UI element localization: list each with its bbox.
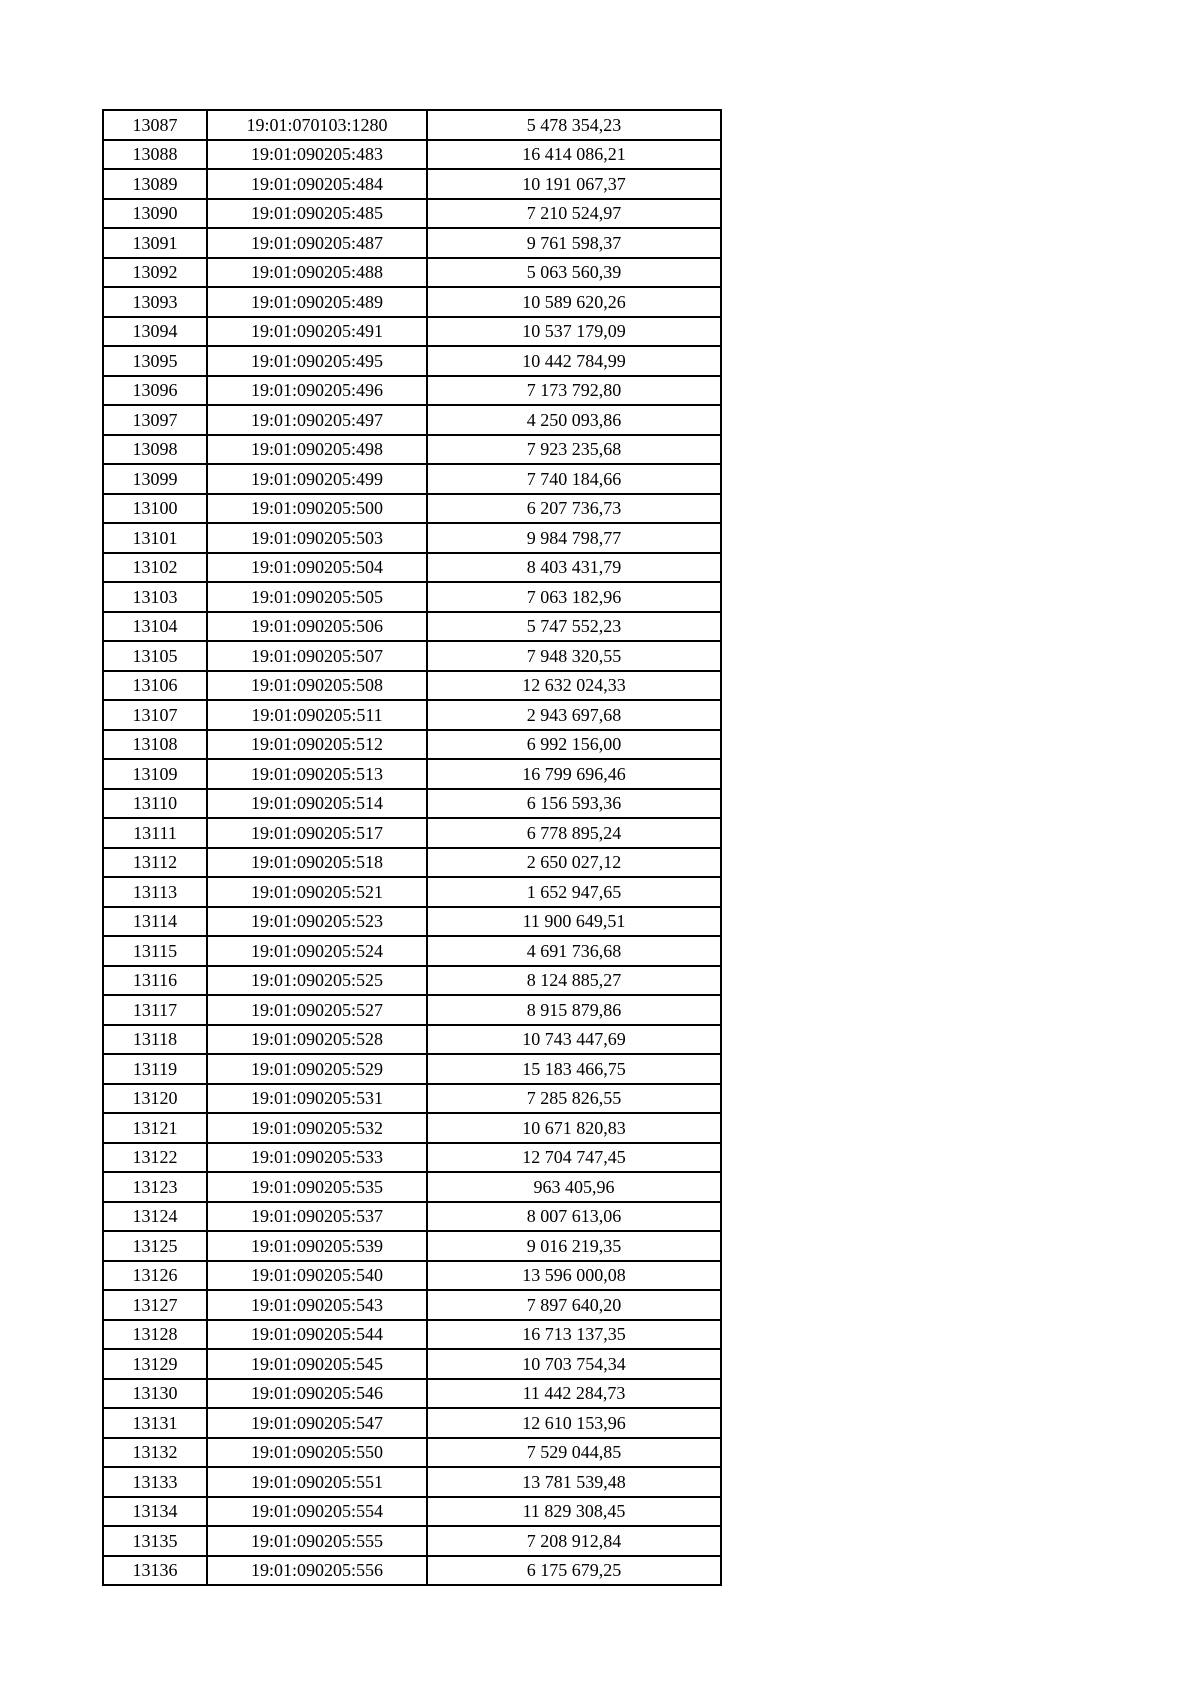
row-number-cell: 13131 <box>103 1408 207 1438</box>
cadastral-number-cell: 19:01:090205:540 <box>207 1261 427 1291</box>
cadastral-number-cell: 19:01:090205:527 <box>207 995 427 1025</box>
value-cell: 12 632 024,33 <box>427 671 721 701</box>
table-row <box>103 582 721 612</box>
row-number-cell: 13112 <box>103 848 207 878</box>
table-row <box>103 1054 721 1084</box>
table-row <box>103 1556 721 1586</box>
row-number-cell: 13120 <box>103 1084 207 1114</box>
value-cell: 12 610 153,96 <box>427 1408 721 1438</box>
table-row <box>103 1497 721 1527</box>
row-number-cell: 13121 <box>103 1113 207 1143</box>
data-table <box>102 109 722 1586</box>
cadastral-number-cell: 19:01:090205:554 <box>207 1497 427 1527</box>
table-row <box>103 877 721 907</box>
value-cell: 4 691 736,68 <box>427 936 721 966</box>
table-row <box>103 523 721 553</box>
row-number-cell: 13099 <box>103 464 207 494</box>
table-row <box>103 228 721 258</box>
cadastral-number-cell: 19:01:090205:531 <box>207 1084 427 1114</box>
table-row <box>103 140 721 170</box>
cadastral-number-cell: 19:01:090205:518 <box>207 848 427 878</box>
cadastral-number-cell: 19:01:090205:546 <box>207 1379 427 1409</box>
row-number-cell: 13125 <box>103 1231 207 1261</box>
table-row <box>103 700 721 730</box>
table-row <box>103 405 721 435</box>
cadastral-number-cell: 19:01:090205:523 <box>207 907 427 937</box>
table-row <box>103 995 721 1025</box>
table-row <box>103 1379 721 1409</box>
value-cell: 10 743 447,69 <box>427 1025 721 1055</box>
table-row <box>103 287 721 317</box>
value-cell: 9 016 219,35 <box>427 1231 721 1261</box>
cadastral-number-cell: 19:01:090205:489 <box>207 287 427 317</box>
value-cell: 15 183 466,75 <box>427 1054 721 1084</box>
cadastral-number-cell: 19:01:090205:512 <box>207 730 427 760</box>
value-cell: 7 210 524,97 <box>427 199 721 229</box>
value-cell: 10 537 179,09 <box>427 317 721 347</box>
value-cell: 963 405,96 <box>427 1172 721 1202</box>
row-number-cell: 13130 <box>103 1379 207 1409</box>
table-row <box>103 435 721 465</box>
row-number-cell: 13109 <box>103 759 207 789</box>
table-row <box>103 376 721 406</box>
row-number-cell: 13136 <box>103 1556 207 1586</box>
value-cell: 6 175 679,25 <box>427 1556 721 1586</box>
cadastral-number-cell: 19:01:090205:507 <box>207 641 427 671</box>
table-row <box>103 966 721 996</box>
row-number-cell: 13103 <box>103 582 207 612</box>
cadastral-number-cell: 19:01:090205:485 <box>207 199 427 229</box>
value-cell: 16 799 696,46 <box>427 759 721 789</box>
cadastral-number-cell: 19:01:090205:506 <box>207 612 427 642</box>
table-row <box>103 759 721 789</box>
row-number-cell: 13116 <box>103 966 207 996</box>
cadastral-number-cell: 19:01:090205:499 <box>207 464 427 494</box>
value-cell: 16 414 086,21 <box>427 140 721 170</box>
cadastral-number-cell: 19:01:090205:550 <box>207 1438 427 1468</box>
value-cell: 13 781 539,48 <box>427 1467 721 1497</box>
row-number-cell: 13111 <box>103 818 207 848</box>
cadastral-number-cell: 19:01:090205:497 <box>207 405 427 435</box>
value-cell: 6 156 593,36 <box>427 789 721 819</box>
cadastral-number-cell: 19:01:090205:544 <box>207 1320 427 1350</box>
row-number-cell: 13126 <box>103 1261 207 1291</box>
table-row <box>103 1320 721 1350</box>
table-row <box>103 789 721 819</box>
value-cell: 6 992 156,00 <box>427 730 721 760</box>
cadastral-number-cell: 19:01:090205:498 <box>207 435 427 465</box>
row-number-cell: 13135 <box>103 1526 207 1556</box>
cadastral-number-cell: 19:01:090205:551 <box>207 1467 427 1497</box>
row-number-cell: 13113 <box>103 877 207 907</box>
row-number-cell: 13105 <box>103 641 207 671</box>
row-number-cell: 13096 <box>103 376 207 406</box>
row-number-cell: 13124 <box>103 1202 207 1232</box>
table-row <box>103 1408 721 1438</box>
cadastral-number-cell: 19:01:090205:539 <box>207 1231 427 1261</box>
row-number-cell: 13094 <box>103 317 207 347</box>
cadastral-number-cell: 19:01:090205:529 <box>207 1054 427 1084</box>
table-row <box>103 464 721 494</box>
row-number-cell: 13095 <box>103 346 207 376</box>
table-row <box>103 110 721 140</box>
row-number-cell: 13093 <box>103 287 207 317</box>
row-number-cell: 13090 <box>103 199 207 229</box>
cadastral-number-cell: 19:01:090205:547 <box>207 1408 427 1438</box>
table-row <box>103 612 721 642</box>
table-row <box>103 1202 721 1232</box>
row-number-cell: 13100 <box>103 494 207 524</box>
cadastral-number-cell: 19:01:090205:528 <box>207 1025 427 1055</box>
cadastral-number-cell: 19:01:090205:533 <box>207 1143 427 1173</box>
value-cell: 11 442 284,73 <box>427 1379 721 1409</box>
row-number-cell: 13098 <box>103 435 207 465</box>
value-cell: 5 478 354,23 <box>427 110 721 140</box>
table-row <box>103 1025 721 1055</box>
cadastral-number-cell: 19:01:090205:491 <box>207 317 427 347</box>
row-number-cell: 13115 <box>103 936 207 966</box>
value-cell: 7 173 792,80 <box>427 376 721 406</box>
cadastral-number-cell: 19:01:090205:496 <box>207 376 427 406</box>
row-number-cell: 13129 <box>103 1349 207 1379</box>
cadastral-number-cell: 19:01:090205:517 <box>207 818 427 848</box>
table-row <box>103 1231 721 1261</box>
row-number-cell: 13107 <box>103 700 207 730</box>
value-cell: 4 250 093,86 <box>427 405 721 435</box>
cadastral-number-cell: 19:01:090205:556 <box>207 1556 427 1586</box>
table-row <box>103 346 721 376</box>
value-cell: 11 900 649,51 <box>427 907 721 937</box>
cadastral-number-cell: 19:01:090205:484 <box>207 169 427 199</box>
cadastral-number-cell: 19:01:090205:525 <box>207 966 427 996</box>
row-number-cell: 13117 <box>103 995 207 1025</box>
row-number-cell: 13134 <box>103 1497 207 1527</box>
row-number-cell: 13108 <box>103 730 207 760</box>
table-row <box>103 199 721 229</box>
value-cell: 10 671 820,83 <box>427 1113 721 1143</box>
table-row <box>103 907 721 937</box>
cadastral-number-cell: 19:01:090205:504 <box>207 553 427 583</box>
row-number-cell: 13119 <box>103 1054 207 1084</box>
value-cell: 7 285 826,55 <box>427 1084 721 1114</box>
row-number-cell: 13087 <box>103 110 207 140</box>
table-row <box>103 1526 721 1556</box>
table-row <box>103 671 721 701</box>
table-row <box>103 494 721 524</box>
value-cell: 8 124 885,27 <box>427 966 721 996</box>
value-cell: 10 703 754,34 <box>427 1349 721 1379</box>
table-row <box>103 1084 721 1114</box>
value-cell: 2 943 697,68 <box>427 700 721 730</box>
cadastral-number-cell: 19:01:090205:532 <box>207 1113 427 1143</box>
value-cell: 7 923 235,68 <box>427 435 721 465</box>
table-row <box>103 1143 721 1173</box>
row-number-cell: 13123 <box>103 1172 207 1202</box>
cadastral-number-cell: 19:01:090205:543 <box>207 1290 427 1320</box>
value-cell: 7 897 640,20 <box>427 1290 721 1320</box>
cadastral-number-cell: 19:01:070103:1280 <box>207 110 427 140</box>
cadastral-number-cell: 19:01:090205:505 <box>207 582 427 612</box>
row-number-cell: 13133 <box>103 1467 207 1497</box>
table-row <box>103 1467 721 1497</box>
value-cell: 7 740 184,66 <box>427 464 721 494</box>
value-cell: 10 191 067,37 <box>427 169 721 199</box>
value-cell: 13 596 000,08 <box>427 1261 721 1291</box>
table-row <box>103 641 721 671</box>
table-row <box>103 1113 721 1143</box>
row-number-cell: 13088 <box>103 140 207 170</box>
value-cell: 9 984 798,77 <box>427 523 721 553</box>
value-cell: 7 529 044,85 <box>427 1438 721 1468</box>
table-row <box>103 1290 721 1320</box>
value-cell: 5 063 560,39 <box>427 258 721 288</box>
table-row <box>103 1172 721 1202</box>
value-cell: 7 063 182,96 <box>427 582 721 612</box>
cadastral-number-cell: 19:01:090205:508 <box>207 671 427 701</box>
value-cell: 8 007 613,06 <box>427 1202 721 1232</box>
row-number-cell: 13127 <box>103 1290 207 1320</box>
value-cell: 1 652 947,65 <box>427 877 721 907</box>
cadastral-number-cell: 19:01:090205:483 <box>207 140 427 170</box>
value-cell: 8 403 431,79 <box>427 553 721 583</box>
cadastral-number-cell: 19:01:090205:545 <box>207 1349 427 1379</box>
row-number-cell: 13106 <box>103 671 207 701</box>
table-row <box>103 1438 721 1468</box>
value-cell: 2 650 027,12 <box>427 848 721 878</box>
table-row <box>103 1261 721 1291</box>
table-row <box>103 818 721 848</box>
table-row <box>103 848 721 878</box>
cadastral-number-cell: 19:01:090205:495 <box>207 346 427 376</box>
value-cell: 12 704 747,45 <box>427 1143 721 1173</box>
row-number-cell: 13128 <box>103 1320 207 1350</box>
row-number-cell: 13104 <box>103 612 207 642</box>
value-cell: 5 747 552,23 <box>427 612 721 642</box>
table-row <box>103 317 721 347</box>
value-cell: 16 713 137,35 <box>427 1320 721 1350</box>
table-row <box>103 258 721 288</box>
table-row <box>103 936 721 966</box>
cadastral-number-cell: 19:01:090205:513 <box>207 759 427 789</box>
cadastral-number-cell: 19:01:090205:488 <box>207 258 427 288</box>
row-number-cell: 13097 <box>103 405 207 435</box>
row-number-cell: 13089 <box>103 169 207 199</box>
value-cell: 10 442 784,99 <box>427 346 721 376</box>
cadastral-number-cell: 19:01:090205:524 <box>207 936 427 966</box>
row-number-cell: 13122 <box>103 1143 207 1173</box>
cadastral-number-cell: 19:01:090205:521 <box>207 877 427 907</box>
cadastral-number-cell: 19:01:090205:487 <box>207 228 427 258</box>
cadastral-number-cell: 19:01:090205:500 <box>207 494 427 524</box>
cadastral-number-cell: 19:01:090205:511 <box>207 700 427 730</box>
cadastral-number-cell: 19:01:090205:535 <box>207 1172 427 1202</box>
value-cell: 8 915 879,86 <box>427 995 721 1025</box>
value-cell: 9 761 598,37 <box>427 228 721 258</box>
table-row <box>103 730 721 760</box>
value-cell: 6 778 895,24 <box>427 818 721 848</box>
row-number-cell: 13132 <box>103 1438 207 1468</box>
table-row <box>103 1349 721 1379</box>
value-cell: 7 208 912,84 <box>427 1526 721 1556</box>
cadastral-number-cell: 19:01:090205:555 <box>207 1526 427 1556</box>
table-row <box>103 169 721 199</box>
row-number-cell: 13110 <box>103 789 207 819</box>
row-number-cell: 13101 <box>103 523 207 553</box>
cadastral-number-cell: 19:01:090205:514 <box>207 789 427 819</box>
value-cell: 10 589 620,26 <box>427 287 721 317</box>
row-number-cell: 13092 <box>103 258 207 288</box>
value-cell: 7 948 320,55 <box>427 641 721 671</box>
value-cell: 11 829 308,45 <box>427 1497 721 1527</box>
table-row <box>103 553 721 583</box>
row-number-cell: 13102 <box>103 553 207 583</box>
row-number-cell: 13114 <box>103 907 207 937</box>
cadastral-number-cell: 19:01:090205:503 <box>207 523 427 553</box>
cadastral-number-cell: 19:01:090205:537 <box>207 1202 427 1232</box>
row-number-cell: 13091 <box>103 228 207 258</box>
table-body <box>103 110 721 1585</box>
value-cell: 6 207 736,73 <box>427 494 721 524</box>
row-number-cell: 13118 <box>103 1025 207 1055</box>
